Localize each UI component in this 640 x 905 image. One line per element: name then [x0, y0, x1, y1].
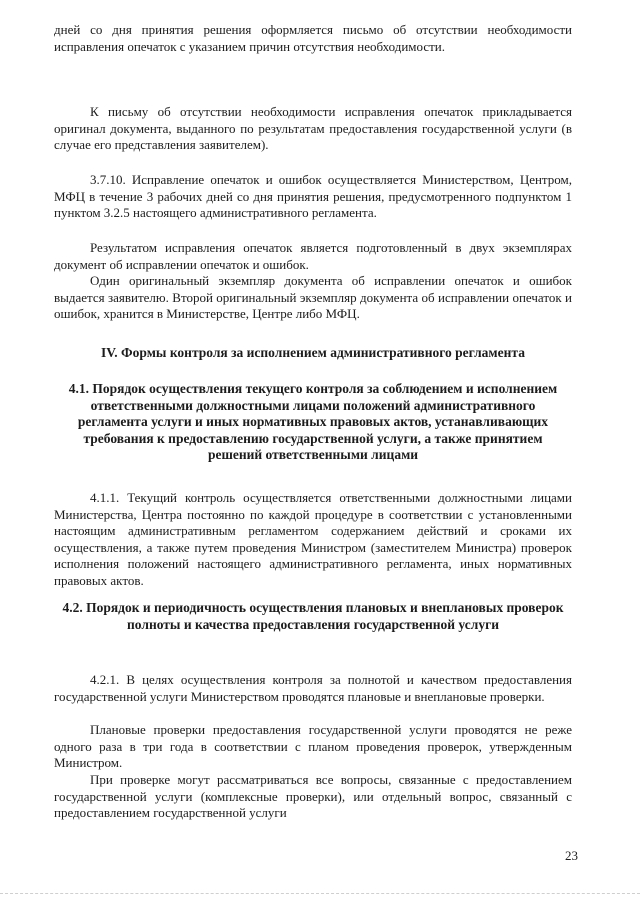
- paragraph-original-copies: Один оригинальный экземпляр документа об исправлении опечаток и ошибок выдается заявителю. Второй оригинальный экземпляр документа об исправлении опечаток и ошибок, хранится в Министерстве, Центре либо МФЦ.: [54, 273, 572, 321]
- paragraph-notice-continuation: дней со дня принятия решения оформляется письмо об отсутствии необходимости исправления опечаток с указанием причин отсутствия необходимости.: [54, 22, 572, 54]
- paragraph-4-1-1: 4.1.1. Текущий контроль осуществляется ответственными должностными лицами Министерства, Центра постоянно по каждой процедуре в соответствии с установленными настоящим административным регламентом содержанием действий и сроками их осуществления, а также путем проведения Министром (заместителем Министра) проверок исполнения положений настоящего административного регламента, иных нормативных правовых актов.: [54, 490, 572, 588]
- paragraph-4-2-1: 4.2.1. В целях осуществления контроля за полнотой и качеством предоставления государственной услуги Министерством проводятся плановые и внеплановые проверки.: [54, 672, 572, 704]
- scan-edge-line: [0, 893, 640, 898]
- subsection-heading-4-1: 4.1. Порядок осуществления текущего контроля за соблюдением и исполнением ответственными должностными лицами положений административного регламента услуги и иных нормативных правовых актов, устанавливающих требования к предоставлению государственной услуги, а также принятием решений ответственными лицами: [68, 381, 558, 462]
- subsection-heading-4-2: 4.2. Порядок и периодичность осуществления плановых и внеплановых проверок полноты и качества предоставления государственной услуги: [62, 600, 564, 632]
- paragraph-inspection-scope: При проверке могут рассматриваться все вопросы, связанные с предоставлением государственной услуги (комплексные проверки), или отдельный вопрос, связанный с предоставлением государственной услуги: [54, 772, 572, 820]
- section-heading-iv: IV. Формы контроля за исполнением административного регламента: [101, 345, 525, 360]
- paragraph-3-7-10: 3.7.10. Исправление опечаток и ошибок осуществляется Министерством, Центром, МФЦ в течение 3 рабочих дней со дня принятия решения, предусмотренного подпунктом 1 пунктом 3.2.5 настоящего административного регламента.: [54, 172, 572, 220]
- paragraph-letter-attachment: К письму об отсутствии необходимости исправления опечаток прикладывается оригинал документа, выданного по результатам предоставления государственной услуги (в случае его представления заявителем).: [54, 104, 572, 152]
- paragraph-planned-inspections: Плановые проверки предоставления государственной услуги проводятся не реже одного раза в три года в соответствии с планом проведения проверок, утвержденным Министром.: [54, 722, 572, 770]
- page-number: 23: [565, 848, 578, 863]
- paragraph-correction-result: Результатом исправления опечаток является подготовленный в двух экземплярах документ об исправлении опечаток и ошибок.: [54, 240, 572, 272]
